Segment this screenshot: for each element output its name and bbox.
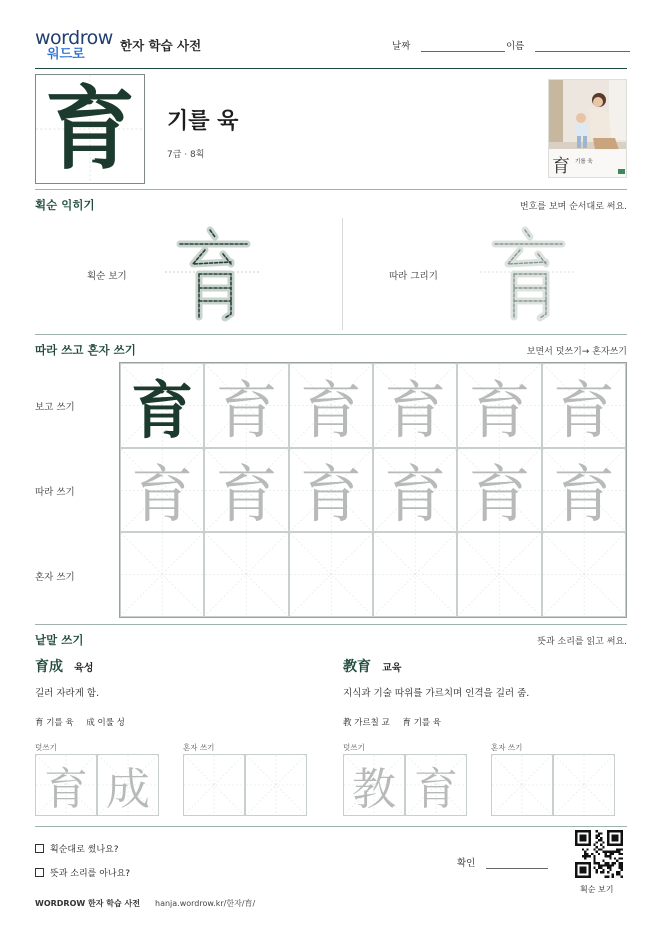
practice-cell-r2-c5-glyph: 育 xyxy=(468,458,531,532)
practice-cell-r2-c3-glyph: 育 xyxy=(299,458,362,532)
main-character-box xyxy=(35,74,145,184)
practice-cell-r1-c2-glyph: 育 xyxy=(215,373,278,447)
stroke-section-hint: 번호를 보며 순서대로 써요. xyxy=(519,202,627,212)
word-1-self-box-1[interactable] xyxy=(183,754,245,816)
word-2-trace-label: 덧쓰기 xyxy=(343,743,365,752)
word-1-trace-box-2-glyph: 成 xyxy=(106,764,150,815)
word-1-reading: 육성 xyxy=(74,663,94,674)
date-field[interactable] xyxy=(392,38,505,52)
word-2-header xyxy=(343,656,401,676)
word-1-gloss-2: 이룰 성 xyxy=(97,718,125,728)
practice-cell-r2-c2-glyph: 育 xyxy=(215,458,278,532)
practice-cell-r2-c5[interactable] xyxy=(457,448,541,533)
date-line xyxy=(421,51,505,52)
meaning-sound: 기를 육 xyxy=(167,109,239,134)
date-label: 날짜 xyxy=(392,41,411,52)
practice-cell-r3-c5[interactable] xyxy=(457,532,541,617)
row-label-trace: 따라 쓰기 xyxy=(35,487,75,498)
logo xyxy=(35,28,113,64)
row-label-look: 보고 쓰기 xyxy=(35,402,75,413)
practice-cell-r1-c6-glyph: 育 xyxy=(552,373,615,447)
word-2-hanja: 教育 xyxy=(343,659,371,675)
practice-cell-r2-c2[interactable] xyxy=(204,448,288,533)
word-2-trace-box-1[interactable] xyxy=(343,754,405,816)
word-1-trace-label: 덧쓰기 xyxy=(35,743,57,752)
practice-cell-r3-c3[interactable] xyxy=(289,532,373,617)
divider-3 xyxy=(35,624,627,625)
practice-cell-r2-c3[interactable] xyxy=(289,448,373,533)
stroke-order-diagram xyxy=(165,222,260,322)
practice-cell-r3-c4[interactable] xyxy=(373,532,457,617)
practice-cell-r1-c1-glyph: 育 xyxy=(131,373,194,447)
checklist-item-2[interactable] xyxy=(35,866,130,879)
word-1-self-label: 혼자 쓰기 xyxy=(183,743,215,752)
practice-cell-r1-c1 xyxy=(120,363,204,448)
word-2-self-label: 혼자 쓰기 xyxy=(491,743,523,752)
name-field[interactable] xyxy=(506,38,630,52)
stroke-trace-label: 따라 그리기 xyxy=(389,271,438,282)
practice-cell-r2-c1-glyph: 育 xyxy=(131,458,194,532)
row-label-self: 혼자 쓰기 xyxy=(35,572,75,583)
practice-cell-r1-c2[interactable] xyxy=(204,363,288,448)
header-divider xyxy=(35,68,627,69)
word-2-char-1: 教 xyxy=(343,718,352,728)
word-2-trace-box-1-glyph: 教 xyxy=(352,764,396,815)
practice-cell-r1-c5-glyph: 育 xyxy=(468,373,531,447)
checklist-text-1: 획순대로 썼나요? xyxy=(50,845,119,855)
divider-2 xyxy=(35,334,627,335)
word-2-meaning: 지식과 기술 따위를 가르치며 인격을 길러 줌. xyxy=(343,688,530,699)
photo-caption-hanja: 育 xyxy=(552,156,570,177)
qr-label: 획순 보기 xyxy=(580,885,614,894)
practice-cell-r1-c4[interactable] xyxy=(373,363,457,448)
footer-url[interactable]: hanja.wordrow.kr/한자/育/ xyxy=(155,899,256,908)
divider-1 xyxy=(35,189,627,190)
stroke-view-label: 획순 보기 xyxy=(87,271,127,282)
word-1-self-box-2[interactable] xyxy=(245,754,307,816)
practice-cell-r2-c1[interactable] xyxy=(120,448,204,533)
word-1-gloss-1: 기를 육 xyxy=(46,718,74,728)
confirm-line xyxy=(486,868,548,869)
word-2-trace-box-2-glyph: 育 xyxy=(414,764,458,815)
qr-code[interactable] xyxy=(575,830,623,878)
word-1-meaning: 길러 자라게 함. xyxy=(35,688,100,699)
practice-cell-r1-c3-glyph: 育 xyxy=(299,373,362,447)
word-2-self-box-1[interactable] xyxy=(491,754,553,816)
practice-grid xyxy=(119,362,627,618)
word-2-gloss-2: 기를 육 xyxy=(413,718,442,728)
illustration-photo xyxy=(548,79,627,178)
word-1-char-2: 成 xyxy=(86,718,95,728)
photo-caption xyxy=(549,149,627,177)
word-2-glosses xyxy=(343,716,441,728)
checklist-text-2: 뜻과 소리를 아나요? xyxy=(50,869,131,879)
word-1-char-1: 育 xyxy=(35,718,44,728)
practice-cell-r3-c2[interactable] xyxy=(204,532,288,617)
practice-cell-r2-c6-glyph: 育 xyxy=(552,458,615,532)
checklist-item-1[interactable] xyxy=(35,842,119,855)
practice-section-title: 따라 쓰고 혼자 쓰기 xyxy=(35,343,136,357)
header-title: 한자 학습 사전 xyxy=(120,38,202,53)
practice-cell-r3-c6[interactable] xyxy=(542,532,626,617)
word-2-reading: 교육 xyxy=(382,663,402,674)
name-line xyxy=(535,51,630,52)
divider-4 xyxy=(35,826,627,827)
practice-cell-r3-c1[interactable] xyxy=(120,532,204,617)
stroke-section-divider xyxy=(342,218,343,330)
word-1-glosses xyxy=(35,716,125,728)
practice-cell-r1-c3[interactable] xyxy=(289,363,373,448)
word-1-trace-box-1[interactable] xyxy=(35,754,97,816)
practice-section-hint: 보면서 덧쓰기→ 혼자쓰기 xyxy=(526,347,627,357)
practice-cell-r1-c6[interactable] xyxy=(542,363,626,448)
practice-cell-r1-c4-glyph: 育 xyxy=(384,373,447,447)
word-1-trace-box-1-glyph: 育 xyxy=(44,764,88,815)
word-1-header xyxy=(35,656,93,676)
practice-cell-r2-c4[interactable] xyxy=(373,448,457,533)
name-label: 이름 xyxy=(506,41,525,52)
practice-cell-r1-c5[interactable] xyxy=(457,363,541,448)
confirm-field[interactable] xyxy=(457,855,548,869)
word-2-trace-box-2[interactable] xyxy=(405,754,467,816)
confirm-label: 확인 xyxy=(457,858,476,869)
photo-badge xyxy=(618,169,625,174)
word-1-hanja: 育成 xyxy=(35,659,63,675)
main-character: 育 xyxy=(45,76,135,182)
word-section-title: 낱말 쓰기 xyxy=(35,633,84,647)
photo-caption-title: 기를 육 xyxy=(575,159,593,165)
checkbox-1[interactable] xyxy=(35,844,44,853)
practice-cell-r2-c4-glyph: 育 xyxy=(384,458,447,532)
character-info: 7급 · 8획 xyxy=(167,150,205,160)
logo-word: wordrow xyxy=(35,27,113,49)
checkbox-2[interactable] xyxy=(35,868,44,877)
word-2-char-2: 育 xyxy=(402,718,411,728)
footer-brand: WORDROW 한자 학습 사전 xyxy=(35,899,140,908)
stroke-section-title: 획순 익히기 xyxy=(35,198,95,212)
logo-korean: 워드로 xyxy=(47,47,85,62)
word-2-gloss-1: 가르칠 교 xyxy=(354,718,390,728)
word-section-hint: 뜻과 소리를 읽고 써요. xyxy=(537,637,627,647)
word-2-self-box-2[interactable] xyxy=(553,754,615,816)
stroke-trace-diagram[interactable] xyxy=(480,222,575,322)
practice-cell-r2-c6[interactable] xyxy=(542,448,626,533)
word-1-trace-box-2[interactable] xyxy=(97,754,159,816)
